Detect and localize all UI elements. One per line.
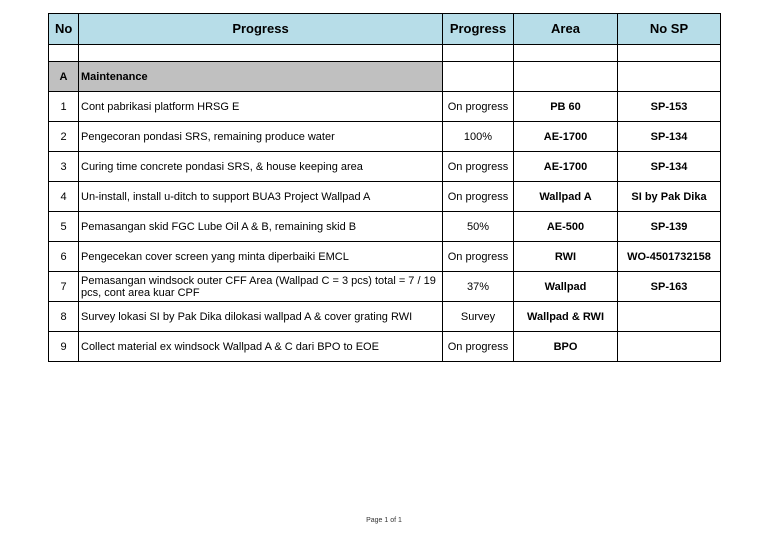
row-sp-number: SP-163 [618, 272, 721, 302]
table-row [49, 152, 721, 182]
row-area: Wallpad A [514, 182, 618, 212]
row-sp-number: SP-134 [618, 122, 721, 152]
row-sp-number: WO-4501732158 [618, 242, 721, 272]
row-sp-number [618, 332, 721, 362]
row-area: BPO [514, 332, 618, 362]
header-no-sp: No SP [618, 14, 721, 45]
row-sp-number: SP-134 [618, 152, 721, 182]
header-no: No [49, 14, 79, 45]
row-progress: On progress [443, 242, 514, 272]
table-row [49, 332, 721, 362]
table-row [49, 92, 721, 122]
row-area: RWI [514, 242, 618, 272]
row-description: Pemasangan windsock outer CFF Area (Wallpad C = 3 pcs) total = 7 / 19 pcs, cont area kuar CPF [79, 272, 443, 302]
row-progress: On progress [443, 182, 514, 212]
row-sp-number: SP-139 [618, 212, 721, 242]
row-sp-number [618, 302, 721, 332]
row-sp-number: SI by Pak Dika [618, 182, 721, 212]
row-description: Survey lokasi SI by Pak Dika dilokasi wallpad A & cover grating RWI [79, 302, 443, 332]
row-progress: 100% [443, 122, 514, 152]
row-area: AE-500 [514, 212, 618, 242]
section-empty-cell [618, 62, 721, 92]
section-empty-cell [514, 62, 618, 92]
table-row [49, 272, 721, 302]
row-number: 4 [49, 182, 79, 212]
row-description: Cont pabrikasi platform HRSG E [79, 92, 443, 122]
row-number: 3 [49, 152, 79, 182]
row-area: Wallpad & RWI [514, 302, 618, 332]
spacer-row [49, 45, 721, 62]
row-progress: 50% [443, 212, 514, 242]
row-number: 9 [49, 332, 79, 362]
progress-table [48, 13, 721, 362]
row-description: Pengecoran pondasi SRS, remaining produce water [79, 122, 443, 152]
spacer-cell [443, 45, 514, 62]
header-area: Area [514, 14, 618, 45]
row-progress: On progress [443, 332, 514, 362]
row-number: 7 [49, 272, 79, 302]
row-progress: Survey [443, 302, 514, 332]
row-sp-number: SP-153 [618, 92, 721, 122]
header-row [49, 14, 721, 45]
row-area: AE-1700 [514, 122, 618, 152]
header-progress: Progress [443, 14, 514, 45]
spacer-cell [618, 45, 721, 62]
row-description: Curing time concrete pondasi SRS, & house keeping area [79, 152, 443, 182]
table-row [49, 212, 721, 242]
row-description: Collect material ex windsock Wallpad A & C dari BPO to EOE [79, 332, 443, 362]
row-number: 1 [49, 92, 79, 122]
spacer-cell [79, 45, 443, 62]
row-number: 8 [49, 302, 79, 332]
row-progress: On progress [443, 92, 514, 122]
row-number: 5 [49, 212, 79, 242]
row-area: Wallpad [514, 272, 618, 302]
table-row [49, 182, 721, 212]
section-empty-cell [443, 62, 514, 92]
spacer-cell [514, 45, 618, 62]
row-description: Pemasangan skid FGC Lube Oil A & B, remaining skid B [79, 212, 443, 242]
section-row [49, 62, 721, 92]
table-row [49, 302, 721, 332]
row-progress: On progress [443, 152, 514, 182]
section-title: Maintenance [79, 62, 443, 92]
page-footer: Page 1 of 1 [366, 517, 402, 524]
row-area: PB 60 [514, 92, 618, 122]
row-number: 6 [49, 242, 79, 272]
row-description: Un-install, install u-ditch to support BUA3 Project Wallpad A [79, 182, 443, 212]
section-letter: A [49, 62, 79, 92]
table-row [49, 242, 721, 272]
header-progress-description: Progress [79, 14, 443, 45]
row-number: 2 [49, 122, 79, 152]
table-row [49, 122, 721, 152]
spacer-cell [49, 45, 79, 62]
row-progress: 37% [443, 272, 514, 302]
row-description: Pengecekan cover screen yang minta diperbaiki EMCL [79, 242, 443, 272]
row-area: AE-1700 [514, 152, 618, 182]
